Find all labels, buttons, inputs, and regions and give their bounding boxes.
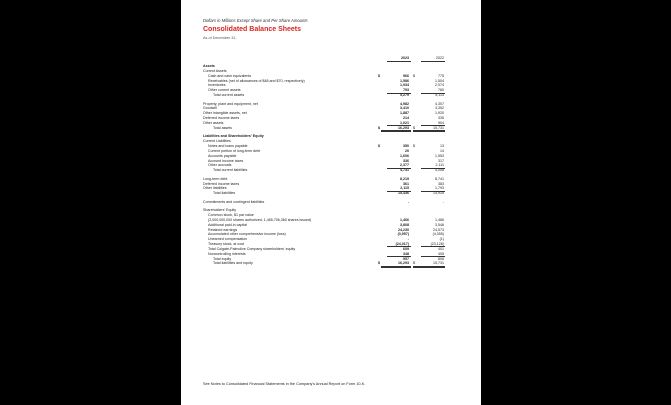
value-2023: 8,219 [400, 176, 409, 181]
value-2022: 335 [438, 116, 444, 121]
total-double-rule [381, 267, 411, 268]
column-header-2022: 2022 [436, 56, 444, 60]
page-title: Consolidated Balance Sheets [203, 26, 302, 33]
row-label: Receivables (net of allowances of $48 and $70, respectively) [208, 78, 305, 83]
row-label: Retained earnings [208, 227, 238, 232]
row-label: Current Liabilities [203, 139, 231, 144]
value-2022: 3,352 [435, 106, 444, 111]
value-2022: 14 [440, 148, 444, 153]
value-2023: 5,279 [400, 93, 409, 98]
value-2022: 3,546 [435, 222, 444, 227]
row-label: (2,000,000,000 shares authorized, 1,465,706,360 shares issued) [208, 217, 312, 222]
row-label: Other assets [203, 120, 224, 125]
row-label: Deferred income taxes [203, 116, 240, 121]
as-of-date: As of December 31, [203, 36, 237, 40]
value-2022: 13 [440, 143, 444, 148]
value-2022: 405 [438, 251, 444, 256]
row-label: Total liabilities [213, 191, 236, 196]
value-2023: - [407, 237, 409, 242]
column-header-2023: 2023 [401, 56, 409, 60]
currency-symbol: $ [378, 73, 380, 78]
value-2022: 8,741 [435, 176, 444, 181]
currency-symbol: $ [378, 261, 380, 266]
currency-symbol: $ [378, 125, 380, 130]
value-2023: 20 [405, 148, 409, 153]
value-2022: 4,307 [435, 101, 444, 106]
total-double-rule [413, 131, 445, 132]
value-2023: 609 [403, 246, 409, 251]
value-2023: 1,606 [400, 153, 409, 158]
row-label: Commitments and contingent liabilities [203, 199, 265, 204]
row-label: Goodwill [203, 106, 217, 111]
value-2023: 957 [403, 256, 409, 261]
value-2023: 1,021 [400, 120, 409, 125]
value-2023: - [407, 199, 409, 204]
row-label: Treasury stock, at cost [208, 242, 245, 247]
row-label: Total current assets [213, 93, 245, 98]
value-2023: 2,115 [400, 186, 409, 191]
value-2022: 5,113 [435, 93, 444, 98]
footer-note: See Notes to Consolidated Financial Statements in the Company's Annual Report on Form 10-K. [203, 382, 366, 386]
row-label: Other current assets [208, 88, 241, 93]
total-double-rule [381, 131, 411, 132]
value-2022: 15,731 [433, 125, 444, 130]
value-2022: - [442, 199, 444, 204]
value-2022: 775 [438, 73, 444, 78]
row-label: Noncontrolling interests [208, 251, 246, 256]
column-header-rule-2023 [387, 61, 411, 62]
value-2023: 4,741 [400, 168, 409, 173]
value-2023: 3,808 [400, 222, 409, 227]
column-header-rule-2022 [421, 61, 445, 62]
value-2023: 966 [403, 73, 409, 78]
value-2022: 1,920 [435, 111, 444, 116]
currency-symbol: $ [413, 143, 415, 148]
row-label: Inventories [208, 83, 226, 88]
value-2023: 2,377 [400, 163, 409, 168]
value-2022: 401 [438, 246, 444, 251]
value-2022: 1,553 [435, 153, 444, 158]
value-2022: 14,925 [433, 191, 444, 196]
value-2023: 1,466 [400, 217, 409, 222]
row-label: Unearned compensation [208, 237, 248, 242]
row-label: Cash and cash equivalents [208, 73, 252, 78]
value-2023: 348 [403, 251, 409, 256]
row-label: Long-term debt [203, 176, 228, 181]
row-label: Current portion of long-term debt [208, 148, 261, 153]
row-label: Common stock, $1 par value [208, 212, 254, 217]
value-2023: 1,586 [400, 78, 409, 83]
value-2023: 24,230 [398, 227, 409, 232]
row-label: Accounts payable [208, 153, 237, 158]
row-label: Other intangible assets, net [203, 111, 247, 116]
value-2022: 760 [438, 88, 444, 93]
currency-symbol: $ [413, 73, 415, 78]
currency-symbol: $ [413, 261, 415, 266]
row-label: Other accruals [208, 163, 232, 168]
row-label: Accrued income taxes [208, 158, 244, 163]
value-2023: 15,436 [398, 191, 409, 196]
value-2023: (3,957) [397, 232, 409, 237]
value-2022: 1,793 [435, 186, 444, 191]
total-double-rule [413, 267, 445, 268]
value-2022: 806 [438, 256, 444, 261]
value-2023: 16,293 [398, 261, 409, 266]
value-2022: 317 [438, 158, 444, 163]
value-2022: 2,111 [435, 163, 444, 168]
value-2022: (4,055) [432, 232, 444, 237]
value-2022: 2,074 [435, 83, 444, 88]
value-2022: (23,128) [430, 242, 444, 247]
row-label: Property, plant and equipment, net [203, 101, 258, 106]
value-2023: 793 [403, 88, 409, 93]
value-2023: 361 [403, 181, 409, 186]
currency-symbol: $ [378, 143, 380, 148]
value-2023: 3,410 [400, 106, 409, 111]
row-label: Total equity [213, 256, 232, 261]
row-label: Total liabilities and equity [213, 261, 253, 266]
balance-sheet-page [181, 0, 481, 405]
row-label: Notes and loans payable [208, 143, 248, 148]
row-label: Accumulated other comprehensive income (loss) [208, 232, 286, 237]
value-2023: 4,982 [400, 101, 409, 106]
value-2023: (24,017) [395, 242, 409, 247]
row-label: Shareholders' Equity [203, 208, 237, 213]
value-2022: 4,008 [435, 168, 444, 173]
row-label: Total Colgate-Palmolive Company shareholders' equity [208, 246, 296, 251]
row-label: Additional paid-in capital [208, 222, 247, 227]
value-2023: 350 [403, 143, 409, 148]
value-2023: 16,293 [398, 125, 409, 130]
value-2022: (1) [439, 237, 444, 242]
currency-symbol: $ [413, 125, 415, 130]
row-label: Liabilities and Shareholders' Equity [203, 134, 264, 139]
value-2022: 24,573 [433, 227, 444, 232]
row-label: Other liabilities [203, 186, 227, 191]
row-label: Deferred income taxes [203, 181, 240, 186]
value-2022: 1,466 [435, 217, 444, 222]
value-2022: 1,504 [435, 78, 444, 83]
value-2023: 1,887 [400, 111, 409, 116]
row-label: Total current liabilities [213, 168, 248, 173]
value-2023: 1,934 [400, 83, 409, 88]
value-2022: 904 [438, 120, 444, 125]
row-label: Total assets [213, 125, 232, 130]
units-note: Dollars in Millions Except Share and Per Share Amounts [203, 18, 308, 23]
value-2023: 214 [403, 116, 409, 121]
value-2023: 336 [403, 158, 409, 163]
value-2022: 383 [438, 181, 444, 186]
row-label: Assets [203, 64, 215, 68]
value-2022: 15,731 [433, 261, 444, 266]
row-label: Current Assets [203, 68, 227, 73]
